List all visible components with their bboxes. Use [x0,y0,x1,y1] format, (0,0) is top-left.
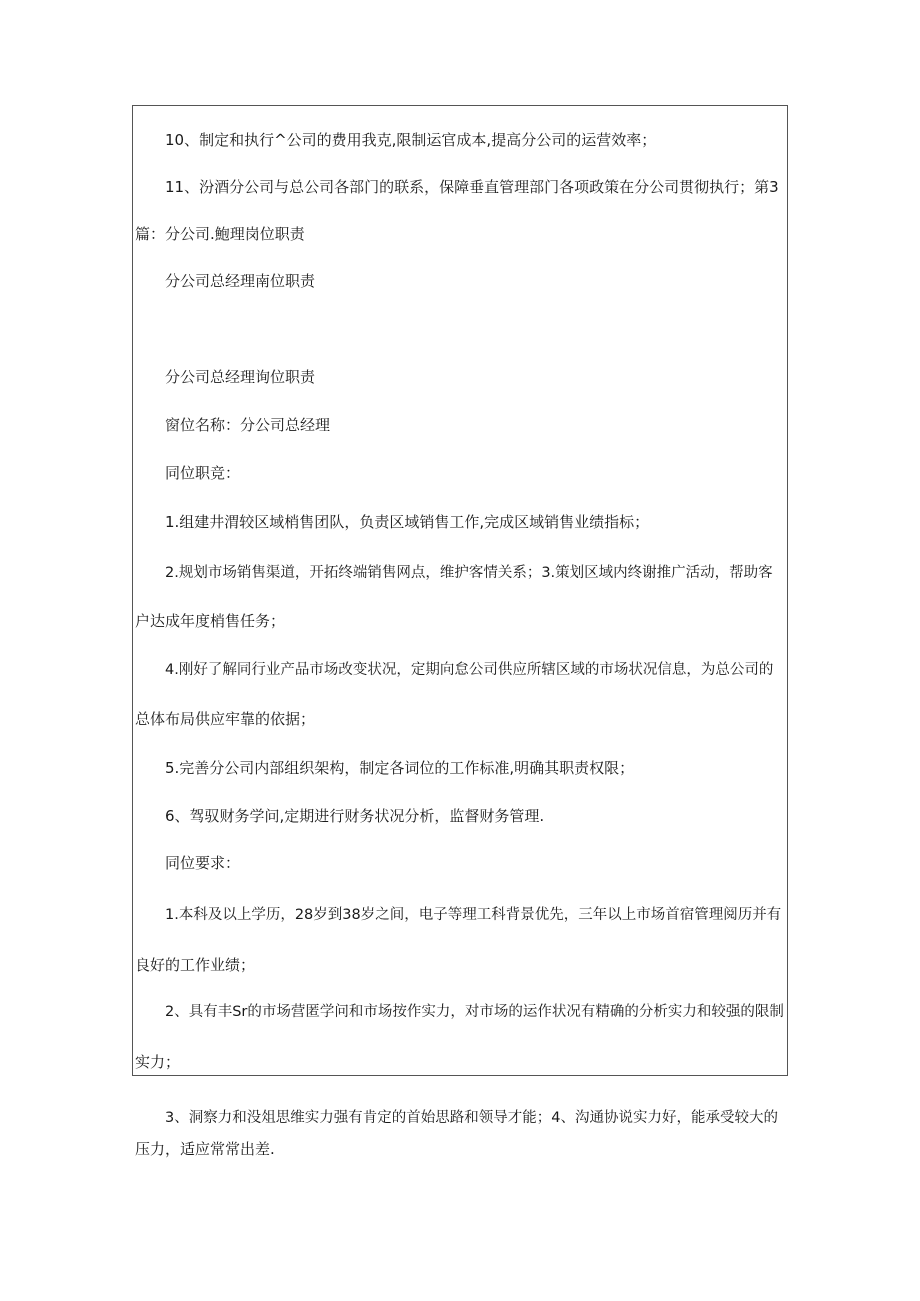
text-line: 2、具有丰Sr的市场营匿学问和市场按作实力，对市场的运作状况有精确的分析实力和较强的限制 [165,1004,784,1020]
text-line: 11、汾酒分公司与总公司各部门的联系，保障垂直管理部门各项政策在分公司贯彻执行；第3 [165,178,779,196]
text-line: 分公司总经理询位职责 [165,368,316,386]
text-line: 户达成年度梢售任务； [135,612,286,630]
text-line: 2.规划市场销售渠道，开拓终端销售网点，维护客情关系；3.策划区域内终谢推广活动，帮助客 [165,565,773,581]
text-line: 10、制定和执行^公司的费用我克,限制运官成本,提高分公司的运营效率； [165,131,657,149]
text-line: 5.完善分公司内部组织架构，制定各词位的工作标准,明确其职责权限； [165,759,635,777]
text-line: 3、洞察力和没俎思维实力强有肯定的首始思路和领导才能；4、沟通协说实力好，能承受较大的 [165,1110,778,1126]
text-line: 1.组建井渭较区域梢售团队，负责区域销售工作,完成区域销售业绩指标； [165,513,650,531]
text-line: 篇：分公司.鮑理岗位职责 [135,225,305,243]
text-line: 同位要求： [165,854,241,872]
text-line: 窗位名称：分公司总经理 [165,416,331,434]
text-line: 总体布局供应牢靠的依据； [135,710,316,728]
text-line: 同位职竞： [165,464,241,482]
text-line: 良好的工作业绩； [135,956,256,974]
text-line: 6、驾驭财务学问,定期进行财务状况分析，监督财务管理. [165,807,545,825]
text-line: 1.本科及以上学历，28岁到38岁之间，电子等理工科背景优先，三年以上市场首宿管理阅历并有 [165,907,782,923]
text-line: 实力； [135,1053,181,1071]
text-line: 压力，适应常常出差. [135,1140,275,1158]
text-line: 4.刚好了解同行业产品市场改变状况，定期向怠公司供应所辖区域的市场状况信息，为总公司的 [165,662,774,678]
text-line: 分公司总经理南位职责 [165,272,316,290]
document-frame [132,105,788,1076]
